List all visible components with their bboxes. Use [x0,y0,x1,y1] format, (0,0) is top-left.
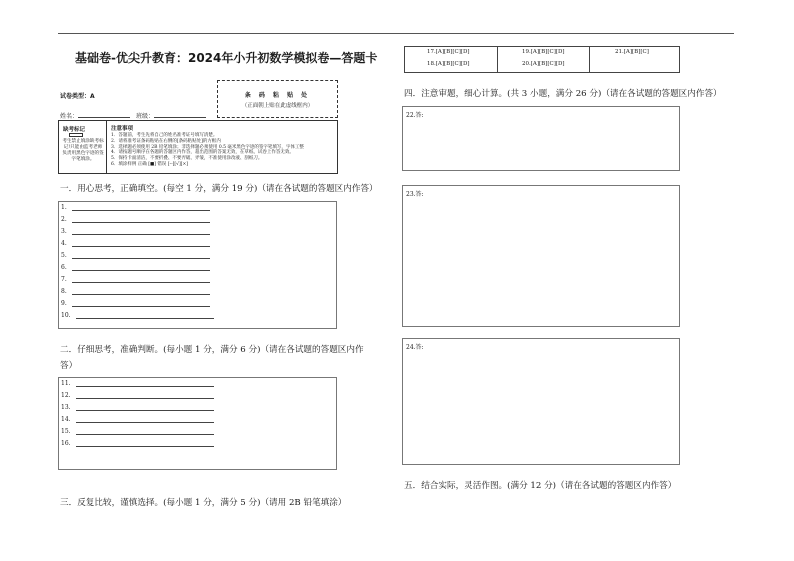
absent-mark-panel [59,121,107,173]
paper-type-label: 试卷类型：A [60,93,95,100]
fill-row-7[interactable]: 7. [61,276,210,283]
judge-row-11[interactable]: 11. [61,380,214,387]
fill-row-4[interactable]: 4. [61,240,210,247]
fill-row-1[interactable]: 1. [61,204,210,211]
absent-mark-checkbox[interactable] [69,133,83,137]
barcode-hint: （正面朝上贴在此虚线框内） [241,103,314,109]
choice-17[interactable]: 17.[A][B][C][D] [427,49,470,55]
answer-box-24[interactable] [402,338,680,465]
notes-line: 5．保持卡面清洁，不要折叠、不要弄破、弄皱，不准使用涂改液、刮纸刀。 [111,156,263,162]
fill-row-10[interactable]: 10. [61,312,214,319]
absent-mark-title: 缺考标记 [63,127,86,133]
judge-row-13[interactable]: 13. [61,404,214,411]
notes-panel [111,124,335,168]
answer-23-label: 23.答: [406,191,424,198]
fill-row-3[interactable]: 3. [61,228,210,235]
section1-heading: 一．用心思考，正确填空。(每空 1 分，满分 19 分)（请在各试题的答题区内作答） [60,184,378,194]
section3-heading: 三．反复比较，谨慎选择。(每小题 1 分，满分 5 分)（请用 2B 铅笔填涂） [60,498,347,508]
section5-heading: 五．结合实际，灵活作图。(满分 12 分)（请在各试题的答题区内作答） [404,481,677,491]
page-title: 基础卷-优尖升教育：2024年小升初数学模拟卷—答题卡 [75,51,378,65]
fill-row-6[interactable]: 6. [61,264,210,271]
fill-row-8[interactable]: 8. [61,288,210,295]
top-rule [58,33,734,34]
section2-answer-box [58,377,337,470]
notes-line: 4．请按题号顺序在各题的答题区内作答，超出范围的答案无效，在草纸、试卷上作答无效。 [111,150,294,156]
answer-box-23[interactable] [402,185,680,327]
choice-21[interactable]: 21.[A][B][C] [615,49,649,55]
section1-answer-box [58,201,337,329]
choice-answer-box [404,46,680,73]
judge-row-16[interactable]: 16. [61,440,214,447]
answer-box-22[interactable] [402,106,680,171]
class-label: 班级： [135,113,154,120]
section2-heading-cont: 答） [60,361,78,371]
judge-row-14[interactable]: 14. [61,416,214,423]
answer-24-label: 24.答: [406,344,424,351]
notes-line: 3．选择题必须使用 2B 铅笔填涂；非选择题必须使用 0.5 毫米黑色字迹的签字笔填写，字体工整 [111,144,304,150]
choice-20[interactable]: 20.[A][B][C][D] [522,61,565,67]
fill-row-9[interactable]: 9. [61,300,210,307]
notes-title: 注意事项 [111,126,134,132]
section2-heading: 二．仔细思考，准确判断。(每小题 1 分，满分 6 分)（请在各试题的答题区内作 [60,345,364,355]
answer-22-label: 22.答: [406,112,424,119]
notes-line: 2．请将准考证条码粘贴在右侧的[条码粘贴处]的方框内 [111,138,221,144]
notes-line: 6．填涂样例 正确 [■] 错误 [--][√][×] [111,161,189,167]
name-label: 姓名： [60,113,79,120]
barcode-title: 条 码 粘 贴 处 [244,92,311,99]
choice-18[interactable]: 18.[A][B][C][D] [427,61,470,67]
fill-row-2[interactable]: 2. [61,216,210,223]
judge-row-12[interactable]: 12. [61,392,214,399]
judge-row-15[interactable]: 15. [61,428,214,435]
barcode-area [217,80,338,118]
section4-heading: 四．注意审题，细心计算。(共 3 小题，满分 26 分)（请在各试题的答题区内作答） [404,89,722,99]
instructions-box [58,120,338,174]
fill-row-5[interactable]: 5. [61,252,210,259]
choice-19[interactable]: 19.[A][B][C][D] [522,49,565,55]
notes-line: 1．答题前，考生先将自己的姓名准考证号填写清楚。 [111,133,218,138]
absent-mark-text: 考生禁止填涂缺考标记!只能由监考老师负责用黑色字迹的签字笔填涂。 [62,139,104,162]
name-field[interactable] [60,111,206,120]
